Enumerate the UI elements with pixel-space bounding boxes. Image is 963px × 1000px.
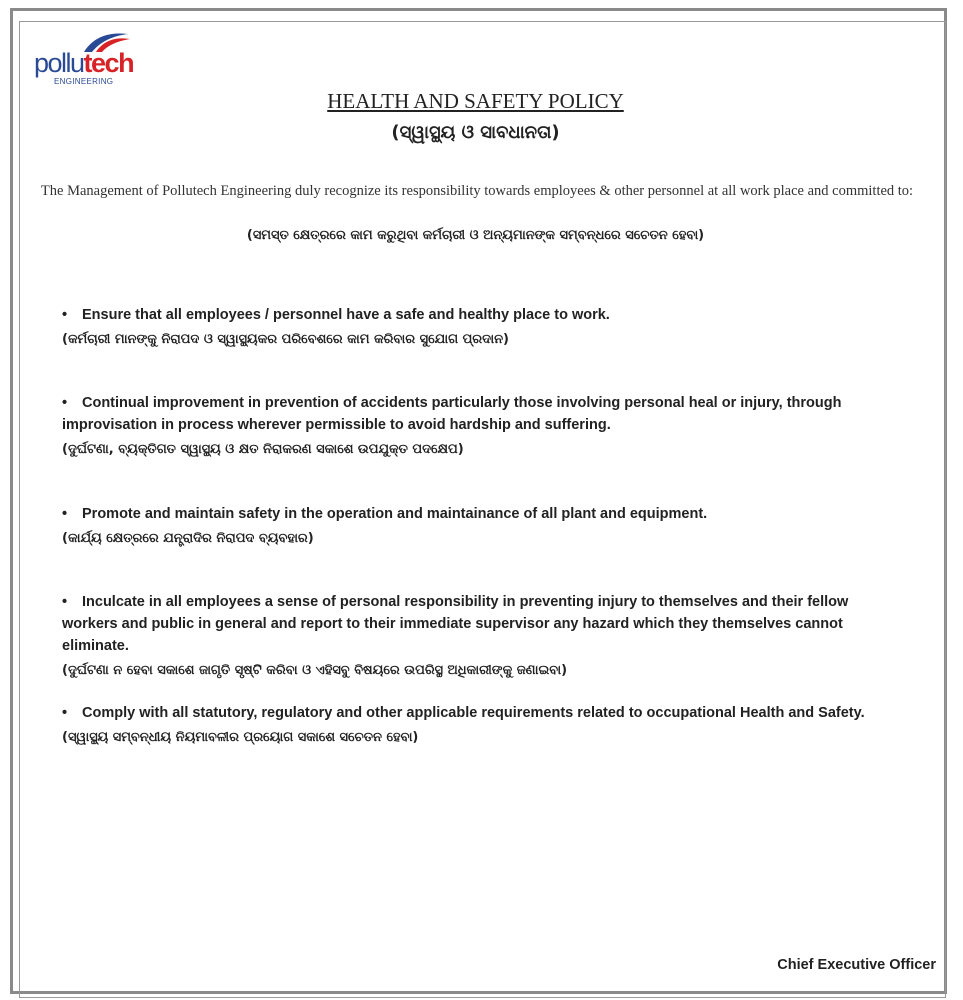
policy-item-text-odia: (କର୍ମଚାରୀ ମାନଙ୍କୁ ନିରାପଦ ଓ ସ୍ୱାସ୍ଥ୍ୟକର ପରିବେଶରେ କାମ କରିବାର ସୁଯୋଗ ପ୍ରଦାନ)	[62, 332, 509, 347]
policy-item-text-odia: (କାର୍ଯ୍ୟ କ୍ଷେତ୍ରରେ ଯନ୍ତ୍ରାଦିର ନିରାପଦ ବ୍ୟବହାର)	[62, 531, 314, 546]
bullet: •	[62, 395, 68, 411]
bullet: •	[62, 594, 68, 610]
page-title: HEALTH AND SAFETY POLICY	[327, 89, 624, 113]
bullet: •	[62, 307, 68, 323]
policy-item-text: • Inculcate in all employees a sense of personal responsibility in preventing injury to themselves and their fellow workers and public in general and report to their immediate supervisor any hazard which they themselves cannot eliminate.	[62, 591, 902, 657]
logo-subtext: ENGINEERING	[54, 77, 114, 86]
policy-item	[62, 392, 902, 461]
intro-paragraph-odia: (ସମସ୍ତ କ୍ଷେତ୍ରରେ କାମ କରୁଥିବା କର୍ମଚାରୀ ଓ ଅନ୍ୟମାନଙ୍କ ସମ୍ବନ୍ଧରେ ସଚେତନ ହେବା)	[246, 228, 705, 243]
policy-item-text: • Comply with all statutory, regulatory and other applicable requirements related to occupational Health and Safety.	[62, 702, 902, 724]
policy-item-text-odia: (ଦୁର୍ଘଟଣା ନ ହେବା ସକାଶେ ଜାଗୃତି ସୃଷ୍ଟି କରିବା ଓ ଏହିସବୁ ବିଷୟରେ ଉପରିସ୍ଥ ଅଧିକାରୀଙ୍କୁ ଜଣାଇବା)	[62, 663, 568, 678]
policy-item	[62, 702, 902, 749]
page-subtitle: (ସ୍ୱାସ୍ଥ୍ୟ ଓ ସାବଧାନତା)	[391, 122, 560, 143]
policy-item-text: • Continual improvement in prevention of accidents particularly those involving personal heal or injury, through improvisation in process wherever permissible to avoid hardship and suffering.	[62, 392, 902, 436]
policy-item	[62, 503, 902, 550]
intro-paragraph: The Management of Pollutech Engineering duly recognize its responsibility towards employees & other personnel at all work place and committed to:	[40, 183, 914, 199]
policy-item-text: • Ensure that all employees / personnel have a safe and healthy place to work.	[62, 304, 902, 326]
company-logo	[34, 30, 134, 90]
bullet: •	[62, 506, 68, 522]
policy-item-text: • Promote and maintain safety in the operation and maintainance of all plant and equipment.	[62, 503, 902, 525]
policy-item	[62, 304, 902, 351]
signature-title: Chief Executive Officer	[777, 957, 936, 973]
policy-item-text-odia: (ସ୍ୱାସ୍ଥ୍ୟ ସମ୍ବନ୍ଧୀୟ ନିୟମାବଳୀର ପ୍ରୟୋଗ ସକାଶେ ସଚେତନ ହେବା)	[62, 730, 419, 745]
bullet: •	[62, 705, 68, 721]
logo-wordmark: pollutech	[34, 48, 134, 78]
policy-item-text-odia: (ଦୁର୍ଘଟଣା, ବ୍ୟକ୍ତିଗତ ସ୍ୱାସ୍ଥ୍ୟ ଓ କ୍ଷତ ନିରାକରଣ ସକାଶେ ଉପଯୁକ୍ତ ପଦକ୍ଷେପ)	[62, 442, 464, 457]
policy-item	[62, 591, 902, 682]
